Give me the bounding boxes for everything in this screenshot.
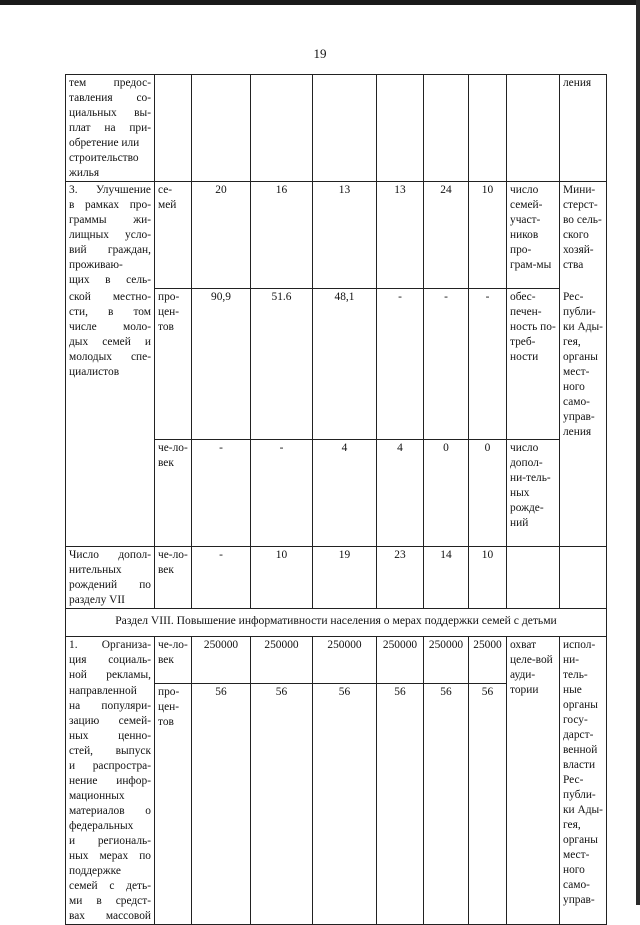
cell-value: - — [192, 440, 251, 547]
cell-value: 10 — [469, 182, 507, 289]
cell-value: 250000 — [192, 637, 251, 684]
cell-value: 51.6 — [251, 289, 313, 440]
scan-top-edge — [0, 0, 640, 5]
section-heading: Раздел VIII. Повышение информативности населения о мерах поддержки семей с детьми — [66, 609, 607, 637]
cell-value: 250000 — [313, 637, 377, 684]
cell-measure: 1. Организа- ция социаль- ной рекламы, — [66, 637, 155, 684]
cell-value: 23 — [377, 547, 424, 609]
cell-value: 4 — [377, 440, 424, 547]
cell-unit: про-цен-тов — [155, 289, 192, 440]
table-row — [66, 637, 607, 684]
cell-value: 0 — [469, 440, 507, 547]
cell-value: 250000 — [251, 637, 313, 684]
cell-measure: 3. Улучшение в рамках про- граммы жи- лищных усло- вий граждан, проживаю- щих в сель- — [66, 182, 155, 289]
cell-value: 16 — [251, 182, 313, 289]
cell-value: 56 — [424, 683, 469, 925]
cell-indicator: обес-печен-ность по-треб-ности — [507, 289, 560, 440]
cell-unit: про-цен-тов — [155, 683, 192, 925]
cell-measure: направленной на популяри- зацию семей- ных ценно- стей, выпуск и распростра- нение инфор- мационных материалов о федеральных и региональ- ных мерах по поддержке семей с деть- ми в средст- вах массовой — [66, 683, 155, 925]
table-row — [66, 182, 607, 289]
table-row — [66, 547, 607, 609]
cell-value: 90,9 — [192, 289, 251, 440]
cell-value: 14 — [424, 547, 469, 609]
cell-value: - — [377, 289, 424, 440]
cell-value: 20 — [192, 182, 251, 289]
page-number: 19 — [313, 46, 327, 61]
cell-executor: Рес-публи-ки Ады-гея, органы мест-ного само-управ-ления — [560, 289, 607, 440]
cell-indicator: охват целе-вой ауди-тории — [507, 637, 560, 925]
program-table — [65, 74, 607, 925]
cell-value: 10 — [251, 547, 313, 609]
cell-value: - — [469, 289, 507, 440]
cell-indicator: число допол-ни-тель-ных рожде-ний — [507, 440, 560, 547]
scan-right-edge — [636, 0, 640, 905]
cell-value: 0 — [424, 440, 469, 547]
table-row — [66, 75, 607, 182]
cell-value: 25000 — [469, 637, 507, 684]
cell-value: - — [192, 547, 251, 609]
cell-value: 48,1 — [313, 289, 377, 440]
cell-executor: ления — [560, 75, 607, 182]
cell-value: 4 — [313, 440, 377, 547]
section-row — [66, 609, 607, 637]
cell-value: 250000 — [377, 637, 424, 684]
cell-measure: тем предос- тавления со- циальных вы- плат на при- обретение или строительство жилья — [66, 75, 155, 182]
cell-value: 56 — [469, 683, 507, 925]
cell-unit: че-ло-век — [155, 440, 192, 547]
cell-indicator: число семей-участ-ников про-грам-мы — [507, 182, 560, 289]
cell-value: 56 — [192, 683, 251, 925]
cell-value: 56 — [377, 683, 424, 925]
cell-value: 56 — [313, 683, 377, 925]
cell-value: 250000 — [424, 637, 469, 684]
cell-executor: Мини-стерст-во сель-ского хозяй-ства — [560, 182, 607, 289]
cell-unit: че-ло-век — [155, 637, 192, 684]
cell-value: - — [251, 440, 313, 547]
table-row — [66, 440, 607, 547]
table-row — [66, 289, 607, 440]
cell-measure: Число допол- нительных рождений по разделу VII — [66, 547, 155, 609]
cell-value: 10 — [469, 547, 507, 609]
cell-unit: че-ло-век — [155, 547, 192, 609]
cell-value: 13 — [313, 182, 377, 289]
cell-value: 13 — [377, 182, 424, 289]
cell-value: 19 — [313, 547, 377, 609]
cell-value: - — [424, 289, 469, 440]
cell-executor: испол-ни-тель-ные органы госу-дарст-венной власти Рес-публи-ки Ады-гея, органы мест-ного само-управ- — [560, 637, 607, 925]
cell-measure: ской местно- сти, в том числе моло- дых семей и молодых спе- циалистов — [66, 289, 155, 440]
cell-value: 24 — [424, 182, 469, 289]
cell-value: 56 — [251, 683, 313, 925]
cell-unit: се-мей — [155, 182, 192, 289]
